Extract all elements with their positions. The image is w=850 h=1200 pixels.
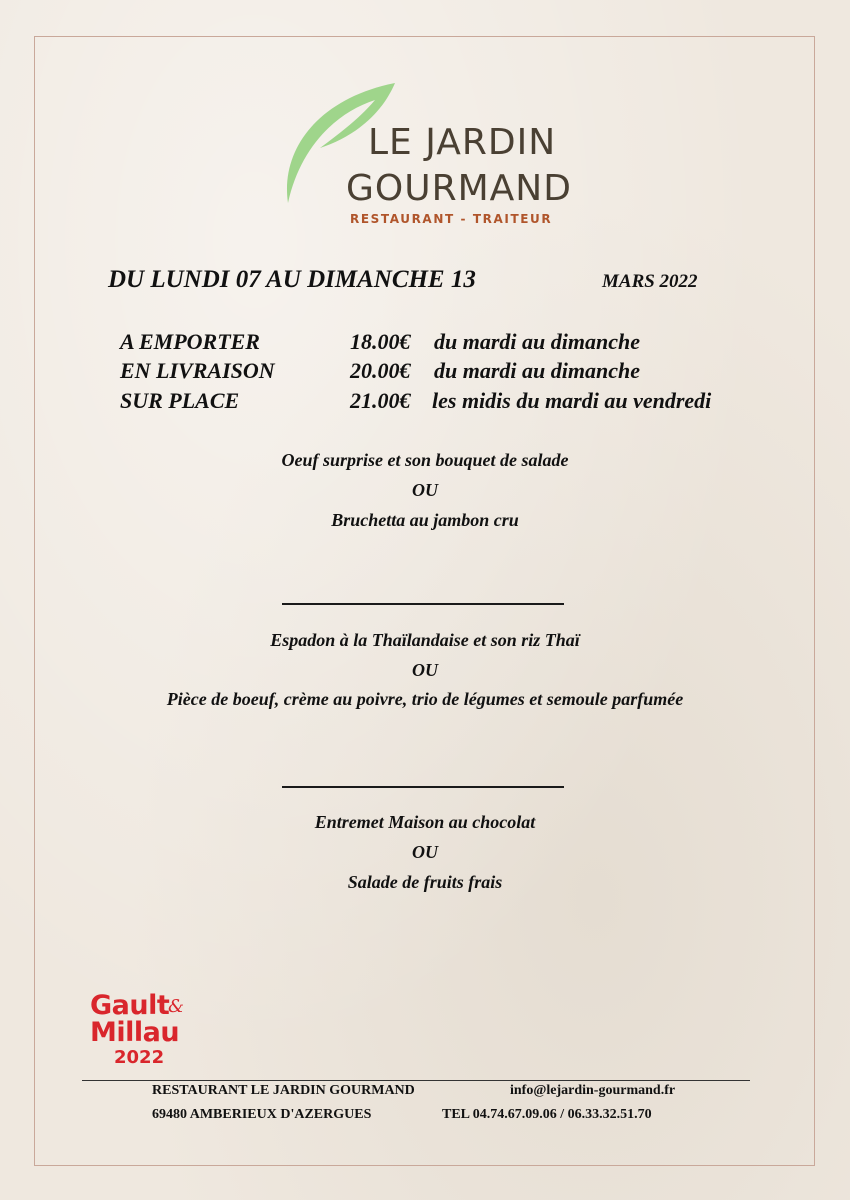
- badge-line2: Millau: [90, 1017, 180, 1048]
- brand-name-line2: GOURMAND: [346, 168, 572, 209]
- badge-ampersand: &: [168, 996, 185, 1017]
- footer-address: 69480 AMBERIEUX D'AZERGUES: [152, 1107, 372, 1122]
- badge-line1: Gault: [90, 990, 170, 1021]
- brand-subtitle: RESTAURANT - TRAITEUR: [350, 212, 553, 226]
- starter-option-1: Oeuf surprise et son bouquet de salade: [281, 450, 569, 470]
- restaurant-logo: [280, 78, 580, 228]
- starter-or: OU: [412, 480, 438, 500]
- price-mode: A EMPORTER: [120, 329, 260, 354]
- section-divider: [282, 786, 564, 788]
- price-amount: 21.00€: [350, 388, 411, 413]
- footer-phone: TEL 04.74.67.09.06 / 06.33.32.51.70: [442, 1107, 652, 1122]
- brand-name-line1: LE JARDIN: [368, 122, 557, 163]
- price-mode: SUR PLACE: [120, 388, 240, 413]
- price-amount: 18.00€: [350, 329, 411, 354]
- dessert-option-2: Salade de fruits frais: [347, 872, 503, 892]
- section-divider: [282, 603, 564, 605]
- footer-restaurant-name: RESTAURANT LE JARDIN GOURMAND: [152, 1083, 415, 1098]
- footer-email: info@lejardin-gourmand.fr: [510, 1083, 676, 1098]
- badge-year: 2022: [114, 1047, 165, 1068]
- price-days: les midis du mardi au vendredi: [432, 388, 712, 413]
- price-days: du mardi au dimanche: [434, 358, 640, 383]
- main-option-2: Pièce de boeuf, crème au poivre, trio de légumes et semoule parfumée: [166, 689, 684, 709]
- main-option-1: Espadon à la Thaïlandaise et son riz Thaï: [270, 630, 580, 650]
- gault-millau-logo: [90, 990, 200, 1070]
- month-year: MARS 2022: [602, 271, 698, 292]
- price-amount: 20.00€: [350, 358, 411, 383]
- dessert-option-1: Entremet Maison au chocolat: [314, 812, 536, 832]
- price-days: du mardi au dimanche: [434, 329, 640, 354]
- main-or: OU: [412, 660, 438, 680]
- footer-divider: [82, 1080, 750, 1081]
- starter-option-2: Bruchetta au jambon cru: [331, 510, 519, 530]
- dessert-or: OU: [412, 842, 438, 862]
- week-dates: DU LUNDI 07 AU DIMANCHE 13: [108, 266, 476, 293]
- price-mode: EN LIVRAISON: [120, 358, 275, 383]
